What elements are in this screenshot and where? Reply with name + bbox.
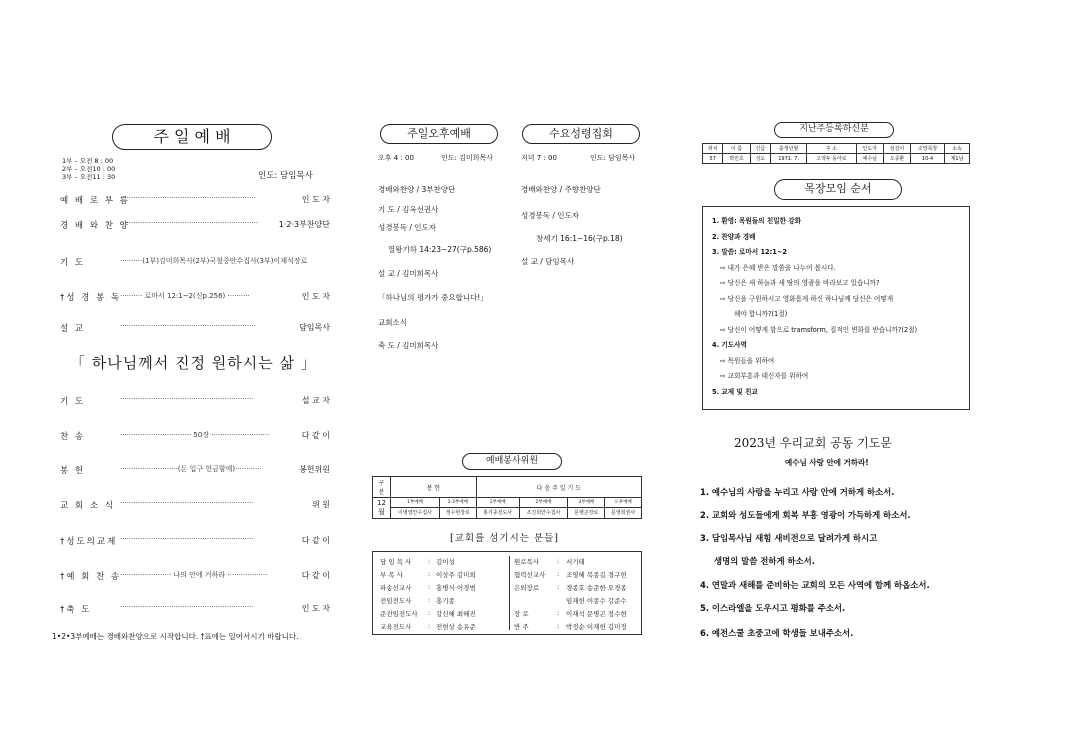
order-label: †성도의교제 bbox=[60, 537, 118, 547]
cell-item: 3. 말씀: 로마서 12:1~2 bbox=[712, 248, 787, 256]
afternoon-item: 교회소식 bbox=[378, 318, 407, 327]
wed-item: 설 교 / 담임목사 bbox=[521, 257, 575, 266]
order-detail: ····························································· bbox=[120, 322, 256, 330]
staff-colon: : bbox=[428, 557, 431, 565]
wed-item: 경배와찬양 / 주향찬양단 bbox=[521, 185, 601, 194]
prayer-item: 생명의 말씀 전하게 하소서. bbox=[714, 556, 815, 566]
order-label: †예 회 찬 송 bbox=[60, 572, 122, 582]
staff-name: 박정순 이재헌 김미정 bbox=[566, 623, 627, 631]
staff-title: ⁅교회를 섬기시는 분들⁆ bbox=[450, 533, 560, 544]
wed-leader: 인도: 담임목사 bbox=[590, 154, 636, 162]
staff-name: 서기태 bbox=[566, 558, 585, 566]
month: 12월 bbox=[373, 498, 391, 519]
new-member-header: 신급 bbox=[750, 144, 770, 154]
new-member-cell: 박민호 bbox=[723, 154, 750, 164]
sermon-title: 「 하나님께서 진정 원하시는 삶 」 bbox=[70, 354, 317, 372]
cell-item: 2. 찬양과 경배 bbox=[712, 232, 756, 241]
cell-item: ⇨ 교회부흥과 태신자를 위하여 bbox=[720, 372, 809, 380]
new-member-cell: 성도 bbox=[750, 154, 770, 164]
order-label: 교 회 소 식 bbox=[60, 501, 115, 511]
wed-time: 저녁 7 : 00 bbox=[521, 154, 557, 162]
order-label: †축 도 bbox=[60, 605, 92, 615]
afternoon-service-title: 주일오후예배 bbox=[380, 124, 498, 144]
order-value: 담임목사 bbox=[299, 323, 330, 332]
order-detail: ······························································ bbox=[120, 219, 258, 227]
sub-5: 오후예배 bbox=[605, 498, 642, 508]
sub-2: 1부예배 bbox=[476, 498, 519, 508]
new-member-cell: 예수님 bbox=[856, 154, 883, 164]
order-label: 찬 송 bbox=[60, 432, 86, 442]
new-member-header: 인도자 bbox=[856, 144, 883, 154]
wed-item: 성경봉독 / 인도자 bbox=[521, 211, 580, 220]
prayer-item: 2. 교회와 성도들에게 회복 부흥 영광이 가득하게 하소서. bbox=[700, 510, 911, 520]
order-value: 인 도 자 bbox=[301, 292, 330, 301]
leader: 인도: 담임목사 bbox=[258, 171, 313, 181]
order-detail: ······················· 나의 안에 거하라 ·················· bbox=[120, 571, 268, 579]
order-value: 인 도 자 bbox=[301, 195, 330, 204]
new-member-header: 섬김이 bbox=[883, 144, 910, 154]
val-0: 이병열안수집사 bbox=[391, 507, 440, 518]
wednesday-service-title: 수요성령집회 bbox=[522, 124, 640, 144]
order-value: 설 교 자 bbox=[301, 396, 330, 405]
order-label: 기 도 bbox=[60, 258, 86, 268]
prayer-title: 2023년 우리교회 공동 기도문 bbox=[734, 436, 892, 450]
order-value: 다 같 이 bbox=[301, 571, 330, 580]
cell-item: ⇨ 당신은 새 하늘과 새 땅의 영광을 바라보고 있습니까? bbox=[720, 279, 880, 287]
cell-item: ⇨ 당신이 어떻게 함으로 tramsform, 질적인 변화를 받습니까?(2절) bbox=[720, 325, 918, 334]
footnote: 1•2•3부예배는 경배와찬양으로 시작합니다. †표에는 일어서시기 바랍니다. bbox=[52, 632, 299, 641]
order-label: 설 교 bbox=[60, 324, 86, 334]
order-detail: ···························································· bbox=[120, 395, 254, 403]
staff-colon: : bbox=[557, 609, 560, 617]
order-label: †성 경 봉 독 bbox=[60, 293, 122, 303]
new-member-header: 출생년월 bbox=[771, 144, 807, 154]
cell-item: 1. 환영: 목원들의 친밀한 강화 bbox=[712, 217, 801, 225]
staff-role: 전임전도사 bbox=[380, 597, 412, 605]
cell-meeting-title: 목장모임 순서 bbox=[774, 179, 902, 200]
wed-item: 창세기 16:1~16(구p.18) bbox=[536, 234, 623, 243]
staff-name: 홍기종 bbox=[436, 597, 455, 605]
val-5: 문영희권사 bbox=[605, 507, 642, 518]
staff-role: 원로목사 bbox=[514, 558, 540, 566]
order-label: 봉 헌 bbox=[60, 466, 86, 476]
prayer-item: 4. 연말과 새해를 준비하는 교회의 모든 사역에 함께 하옵소서. bbox=[700, 580, 930, 590]
col-gubun: 구 분 bbox=[373, 477, 391, 498]
sub-4: 3부예배 bbox=[568, 498, 605, 508]
cell-item: ⇨ 당신을 구원하시고 영화롭게 하신 하나님께 당신은 어떻게 bbox=[720, 294, 894, 303]
order-value: 봉헌위원 bbox=[299, 465, 330, 474]
staff-role: 준전임전도사 bbox=[380, 610, 418, 618]
cell-item: 해야 합니까?(1절) bbox=[734, 310, 788, 318]
new-member-cell: 1971. 7. bbox=[771, 154, 807, 164]
prayer-item: 3. 담임목사님 새힘 새비전으로 달려가게 하시고 bbox=[700, 533, 878, 543]
staff-colon: : bbox=[428, 570, 431, 578]
new-member-header: 위치 bbox=[703, 144, 723, 154]
cell-item: ⇨ 내가 은혜 받은 말씀을 나누어 봅시다. bbox=[720, 263, 836, 272]
afternoon-item: 기 도 / 김옥선권사 bbox=[378, 205, 439, 214]
order-value: 1·2·3부찬양단 bbox=[278, 220, 330, 229]
cell-item: 5. 교제 및 친교 bbox=[712, 387, 758, 396]
time-1: 1부 – 오전 8 : 00 bbox=[62, 157, 114, 165]
sunday-service-title: 주 일 예 배 bbox=[112, 124, 272, 150]
new-member-cell: 10-4 bbox=[911, 154, 945, 164]
order-detail: ···························································· bbox=[120, 499, 254, 507]
staff-role: 협력선교사 bbox=[514, 571, 546, 579]
order-label: 기 도 bbox=[60, 397, 86, 407]
staff-colon: : bbox=[428, 596, 431, 604]
staff-colon: : bbox=[557, 570, 560, 578]
order-value: 다 같 이 bbox=[301, 431, 330, 440]
staff-name: 강신혜 최혜진 bbox=[436, 610, 476, 618]
order-detail: ···························································· bbox=[120, 603, 254, 611]
staff-colon: : bbox=[557, 583, 560, 591]
afternoon-item: 「하나님의 평가가 중요합니다!」 bbox=[378, 293, 488, 302]
staff-role: 교육전도사 bbox=[380, 623, 412, 631]
order-label: 경 배 와 찬 양 bbox=[60, 221, 130, 231]
order-value: 다 같 이 bbox=[301, 536, 330, 545]
new-member-cell: 고색두 동아로 bbox=[807, 154, 857, 164]
afternoon-item: 열왕기하 14:23~27(구p.586) bbox=[388, 245, 492, 254]
order-detail: ···························································· bbox=[120, 535, 254, 543]
afternoon-item: 설 교 / 김미희목사 bbox=[378, 269, 439, 278]
order-detail: ··························(돈 입구 헌금함에)············ bbox=[120, 465, 262, 473]
afternoon-item: 성경봉독 / 인도자 bbox=[378, 223, 437, 232]
staff-role: 부 목 사 bbox=[380, 571, 403, 579]
staff-colon: : bbox=[557, 622, 560, 630]
staff-colon: : bbox=[428, 609, 431, 617]
val-4: 문병곤장로 bbox=[568, 507, 605, 518]
staff-colon: : bbox=[557, 557, 560, 565]
prayer-item: 1. 예수님의 사랑을 누리고 사랑 안에 거하게 하소서. bbox=[700, 487, 895, 497]
new-member-header: 소망목장 bbox=[911, 144, 945, 154]
new-member-cell: 오종환 bbox=[883, 154, 910, 164]
service-committee-table bbox=[372, 476, 642, 519]
val-2: 홍기종전도사 bbox=[476, 507, 519, 518]
staff-name: 경종호 송준한 오경종 bbox=[566, 584, 627, 592]
staff-name: 전현상 송유준 bbox=[436, 623, 476, 631]
prayer-item: 6. 예전스쿨 초중고에 학생들 보내주소서. bbox=[700, 628, 854, 638]
staff-name: 조영혜 목종길 경구헌 bbox=[566, 571, 627, 579]
service-times bbox=[62, 157, 115, 181]
new-member-title: 지난주등록하신분 bbox=[774, 122, 894, 138]
sub-1: 2·3부예배 bbox=[439, 498, 476, 508]
new-member-header: 주 소 bbox=[807, 144, 857, 154]
new-member-cell: 제1남 bbox=[945, 154, 970, 164]
staff-name: 이재석 문병곤 정수현 bbox=[566, 610, 627, 618]
afternoon-leader: 인도: 김미희목사 bbox=[441, 154, 493, 162]
staff-name: 홍병식·이경범 bbox=[436, 584, 476, 592]
time-3: 3부 – 오전11 : 30 bbox=[62, 173, 116, 181]
sub-0: 1부예배 bbox=[391, 498, 440, 508]
val-1: 정수현장로 bbox=[439, 507, 476, 518]
new-member-table bbox=[702, 143, 970, 164]
new-member-header: 이 름 bbox=[723, 144, 750, 154]
prayer-item: 5. 이스라엘을 도우시고 평화를 주소서. bbox=[700, 603, 846, 613]
staff-name: 김이성 bbox=[436, 558, 455, 566]
order-value: 위 원 bbox=[312, 500, 330, 509]
sub-3: 2부예배 bbox=[519, 498, 568, 508]
staff-divider bbox=[509, 556, 510, 630]
cell-item: ⇨ 목원들을 위하여 bbox=[720, 356, 775, 365]
service-committee-title: 예배봉사위원 bbox=[462, 453, 562, 470]
afternoon-item: 경배와찬양 / 3부찬양단 bbox=[378, 185, 456, 194]
staff-role: 은퇴장로 bbox=[514, 584, 540, 592]
order-value: 인 도 자 bbox=[301, 604, 330, 613]
time-2: 2부 – 오전10 : 00 bbox=[62, 165, 116, 173]
order-detail: ·········· 로마서 12:1~2(신p.256) ·········· bbox=[120, 292, 250, 300]
col-prayer: 다 음 주 일 기 도 bbox=[476, 477, 641, 498]
staff-role: 반 주 bbox=[514, 623, 529, 631]
staff-colon: : bbox=[428, 583, 431, 591]
order-detail: ··········(1부)김미희목사(2부)국철중안수집사(3부)이재석장로 bbox=[120, 257, 308, 265]
new-member-cell: 57 bbox=[703, 154, 723, 164]
order-label: 예 배 로 부 름 bbox=[60, 196, 130, 206]
staff-role: 담 임 목 사 bbox=[380, 558, 412, 566]
staff-role: 장 로 bbox=[514, 610, 529, 618]
val-3: 조진희안수집사 bbox=[519, 507, 568, 518]
afternoon-time: 오후 4 : 00 bbox=[378, 154, 414, 162]
afternoon-item: 축 도 / 김미희목사 bbox=[378, 341, 439, 350]
staff-role: 파송선교사 bbox=[380, 584, 412, 592]
order-detail: ································ 50장 ·························· bbox=[120, 431, 270, 439]
col-bongheon: 봉 헌 bbox=[391, 477, 477, 498]
staff-name: 임재헌 이종수 강준수 bbox=[566, 597, 627, 605]
prayer-subtitle: 예수님 사랑 안에 거하라! bbox=[785, 458, 869, 467]
cell-item: 4. 기도사역 bbox=[712, 341, 747, 349]
new-member-header: 소속 bbox=[945, 144, 970, 154]
staff-name: 이상주 김미희 bbox=[436, 571, 476, 579]
staff-colon: : bbox=[428, 622, 431, 630]
order-detail: ····························································· bbox=[120, 194, 256, 202]
